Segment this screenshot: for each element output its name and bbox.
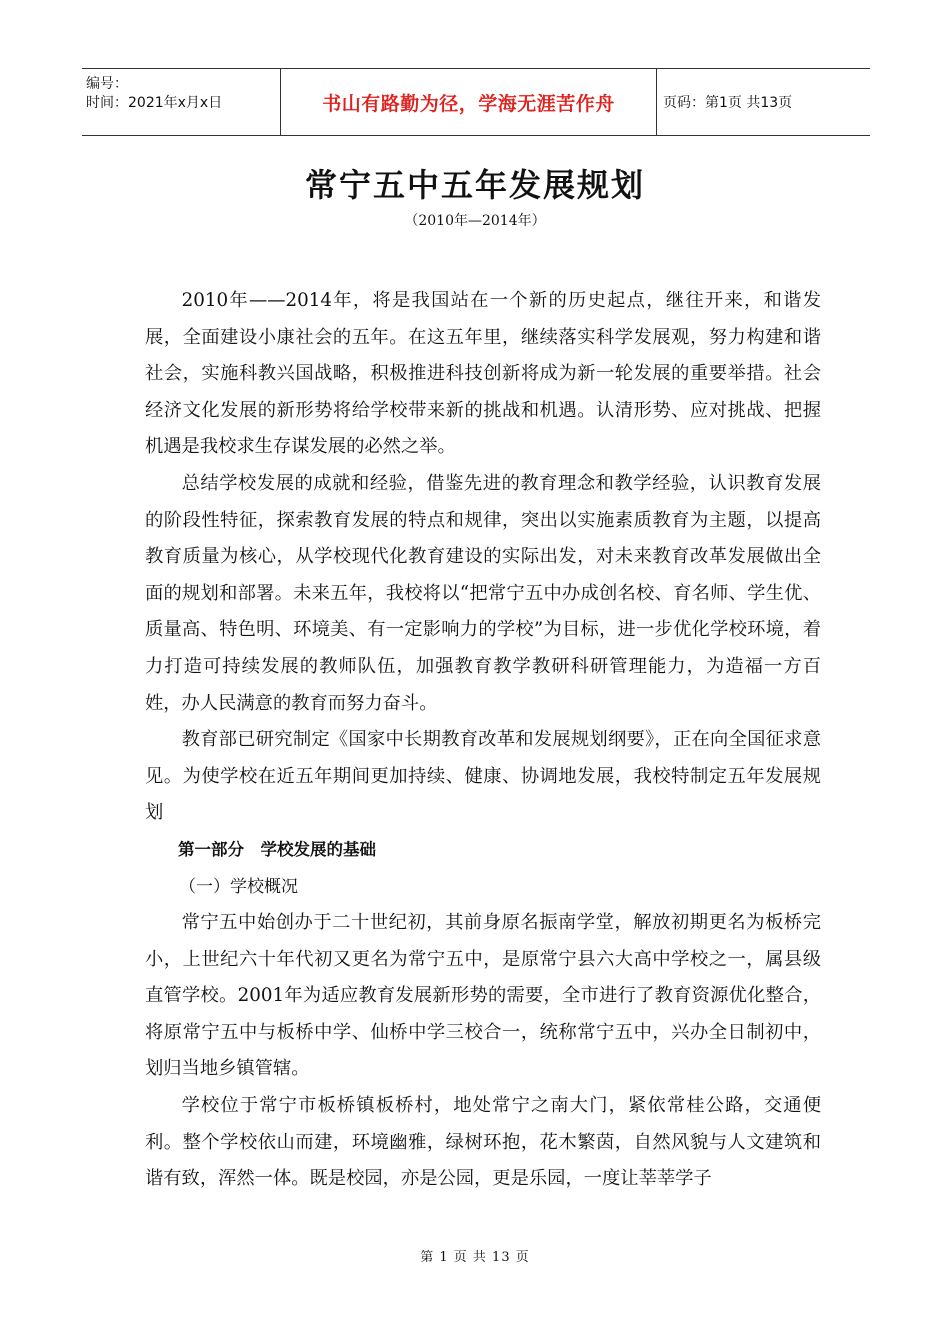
section-heading: 第一部分 学校发展的基础: [178, 839, 376, 859]
header-motto-cell: [281, 69, 657, 135]
header-meta-cell: [82, 69, 281, 135]
document-subtitle: （2010年—2014年）: [404, 213, 546, 229]
motto-text: 书山有路勤为径，学海无涯苦作舟: [322, 92, 615, 115]
paragraph: 总结学校发展的成就和经验，借鉴先进的教育理念和教学经验，认识教育发展的阶段性特征，探索教育发展的特点和规律，突出以实施素质教育为主题，以提高教育质量为核心，从学校现代化教育建设的实际出发，对未来教育改革发展做出全面的规划和部署。未来五年，我校将以“把常宁五中办成创名校、育名师、学生优、质量高、特色明、环境美、有一定影响力的学校”为目标，进一步优化学校环境，着力打造可持续发展的教师队伍，加强教育教学教研科研管理能力，为造福一方百姓，办人民满意的教育而努力奋斗。: [145, 472, 821, 714]
paragraph: 常宁五中始创办于二十世纪初，其前身原名振南学堂，解放初期更名为板桥完小，上世纪六十年代初又更名为常宁五中，是原常宁县六大高中学校之一，属县级直管学校。2001年为适应教育发展新形势的需要，全市进行了教育资源优化整合，将原常宁五中与板桥中学、仙桥中学三校合一，统称常宁五中，兴办全日制初中，划归当地乡镇管辖。: [145, 912, 821, 1080]
page-footer: 第 1 页 共 13 页: [420, 1250, 530, 1265]
paragraph: 教育部已研究制定《国家中长期教育改革和发展规划纲要》，正在向全国征求意见。为使学校在近五年期间更加持续、健康、协调地发展，我校特制定五年发展规划: [145, 729, 821, 824]
header-page-cell: [657, 69, 870, 135]
paragraph: 2010年——2014年，将是我国站在一个新的历史起点，继往开来，和谐发展，全面建设小康社会的五年。在这五年里，继续落实科学发展观，努力构建和谐社会，实施科教兴国战略，积极推进科技创新将成为新一轮发展的重要举措。社会经济文化发展的新形势将给学校带来新的挑战和机遇。认清形势、应对挑战、把握机遇是我校求生存谋发展的必然之举。: [145, 290, 821, 458]
page-info: 页码：第1页 共13页: [663, 95, 793, 111]
document-body: [145, 283, 821, 1198]
paragraph: 学校位于常宁市板桥镇板桥村，地处常宁之南大门，紧依常桂公路，交通便利。整个学校依山而建，环境幽雅，绿树环抱，花木繁茵，自然风貌与人文建筑和谐有致，浑然一体。既是校园，亦是公园，更是乐园，一度让莘莘学子: [145, 1095, 821, 1190]
subsection-heading: （一）学校概况: [179, 876, 298, 897]
document-title: 常宁五中五年发展规划: [304, 166, 645, 204]
number-label: 编号：: [86, 76, 128, 92]
time-label: 时间：2021年x月x日: [86, 95, 223, 111]
document-header: [82, 68, 870, 136]
